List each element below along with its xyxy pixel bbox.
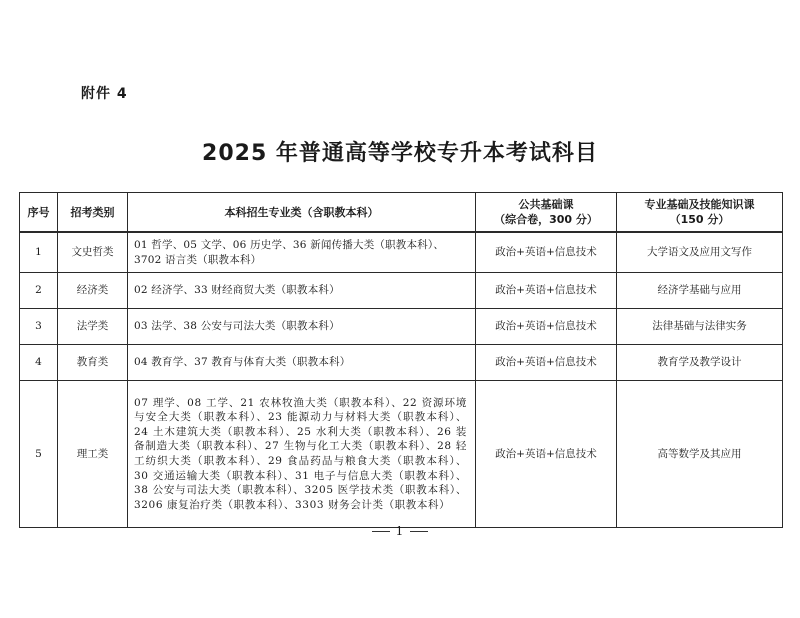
row-professional-course: 法律基础与法律实务 [617, 309, 783, 345]
header-professional-course-line2: （150 分） [669, 213, 730, 226]
row-category: 理工类 [58, 381, 128, 528]
row-category: 经济类 [58, 273, 128, 309]
row-majors: 07 理学、08 工学、21 农林牧渔大类（职教本科）、22 资源环境与安全大类（职教本科）、23 能源动力与材料大类（职教本科）、24 土木建筑大类（职教本科）、25 水利大类（职教本科）、26 装备制造大类（职教本科）、27 生物与化工大类（职教本科）、28 轻工纺织大类（职教本科）、29 食品药品与粮食大类（职教本科）、30 交通运输大类（职教本科）、31 电子与信息大类（职教本科）、38 公安与司法大类（职教本科）、3205 医学技术类（职教本科）、3206 康复治疗类（职教本科）、3303 财务会计类（职教本科） [128, 381, 476, 528]
row-public-course: 政治+英语+信息技术 [476, 309, 617, 345]
table-row [20, 273, 783, 309]
row-public-course: 政治+英语+信息技术 [476, 381, 617, 528]
row-professional-course: 高等数学及其应用 [617, 381, 783, 528]
row-majors: 04 教育学、37 教育与体育大类（职教本科） [128, 345, 476, 381]
row-professional-course: 大学语文及应用文写作 [617, 232, 783, 273]
row-professional-course: 教育学及教学设计 [617, 345, 783, 381]
header-majors: 本科招生专业类（含职教本科） [128, 193, 476, 233]
header-public-course-line2: （综合卷，300 分） [494, 213, 598, 226]
table-row [20, 232, 783, 273]
dash-left [372, 531, 390, 532]
row-professional-course: 经济学基础与应用 [617, 273, 783, 309]
header-public-course-line1: 公共基础课 [518, 198, 574, 211]
row-seq: 4 [20, 345, 58, 381]
row-majors: 03 法学、38 公安与司法大类（职教本科） [128, 309, 476, 345]
row-public-course: 政治+英语+信息技术 [476, 345, 617, 381]
row-public-course: 政治+英语+信息技术 [476, 232, 617, 273]
header-seq: 序号 [20, 193, 58, 233]
row-category: 法学类 [58, 309, 128, 345]
header-public-course [476, 193, 617, 233]
row-seq: 5 [20, 381, 58, 528]
table-header-row [20, 193, 783, 233]
row-public-course: 政治+英语+信息技术 [476, 273, 617, 309]
row-seq: 3 [20, 309, 58, 345]
row-majors: 01 哲学、05 文学、06 历史学、36 新闻传播大类（职教本科）、3702 语言类（职教本科） [128, 232, 476, 273]
row-category: 文史哲类 [58, 232, 128, 273]
page-title: 2025 年普通高等学校专升本考试科目 [202, 141, 598, 166]
row-seq: 1 [20, 232, 58, 273]
row-seq: 2 [20, 273, 58, 309]
header-professional-course [617, 193, 783, 233]
row-majors: 02 经济学、33 财经商贸大类（职教本科） [128, 273, 476, 309]
attachment-label: 附件 4 [81, 86, 128, 102]
page-number-footer [0, 524, 800, 538]
row-category: 教育类 [58, 345, 128, 381]
dash-right [410, 531, 428, 532]
table-row [20, 309, 783, 345]
table-row [20, 381, 783, 528]
exam-subjects-table [19, 192, 782, 528]
header-professional-course-line1: 专业基础及技能知识课 [644, 198, 755, 211]
page-number: 1 [395, 524, 405, 538]
table-row [20, 345, 783, 381]
header-category: 招考类别 [58, 193, 128, 233]
